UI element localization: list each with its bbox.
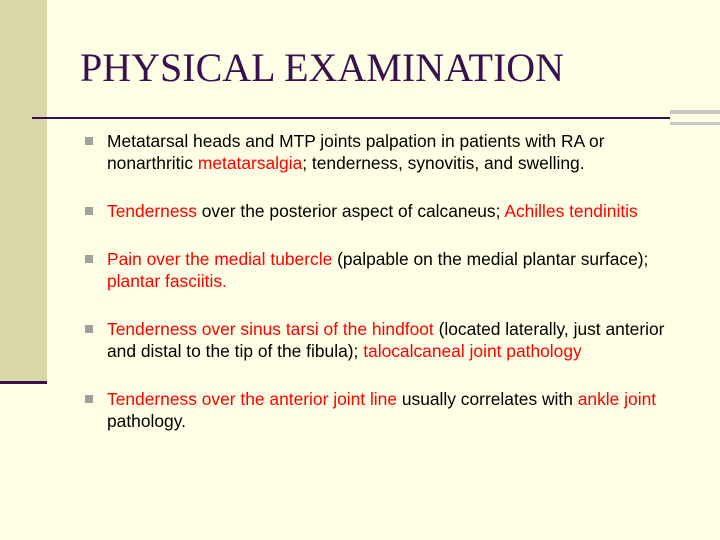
bullet-text: pathology. [107,411,186,431]
slide-title: PHYSICAL EXAMINATION [80,45,565,90]
bullet-item [107,388,682,432]
bullet-item [107,248,682,292]
bullet-highlight-text: Tenderness over the anterior joint line [107,389,398,409]
square-bullet-icon [85,207,93,215]
bullet-highlight-text: talocalcaneal joint pathology [363,341,582,361]
left-accent-bar [0,0,47,384]
bullet-text: Metatarsal heads and MTP joints palpation in patients with RA or nonarthritic [107,131,605,173]
bullet-item [107,318,682,362]
bullet-highlight-text: plantar fasciitis. [107,271,227,291]
bullet-text: over the posterior aspect of calcaneus; [196,201,505,221]
square-bullet-icon [85,395,93,403]
bullet-highlight-text: Tenderness over sinus tarsi of the hindfoot [107,319,434,339]
bullet-highlight-text: Achilles tendinitis [504,201,638,221]
right-decorative-stripe-bottom [670,122,720,125]
bullet-highlight-text: Tenderness [107,201,197,221]
square-bullet-icon [85,137,93,145]
right-decorative-stripe-top [670,110,720,114]
title-divider [32,117,670,119]
bullet-text: ; tenderness, synovitis, and swelling. [302,153,585,173]
bullet-item [107,130,682,174]
bullet-text: usually correlates with [397,389,578,409]
bullet-list [107,130,682,458]
bullet-highlight-text: metatarsalgia [197,153,303,173]
bullet-text: (located laterally, just anterior and distal to the tip of the fibula); [107,319,665,361]
square-bullet-icon [85,255,93,263]
bullet-item [107,200,682,222]
bullet-text: (palpable on the medial plantar surface); [332,249,649,269]
square-bullet-icon [85,325,93,333]
bullet-highlight-text: ankle joint [577,389,657,409]
bullet-highlight-text: Pain over the medial tubercle [107,249,333,269]
left-accent-bar-underline [0,381,47,384]
